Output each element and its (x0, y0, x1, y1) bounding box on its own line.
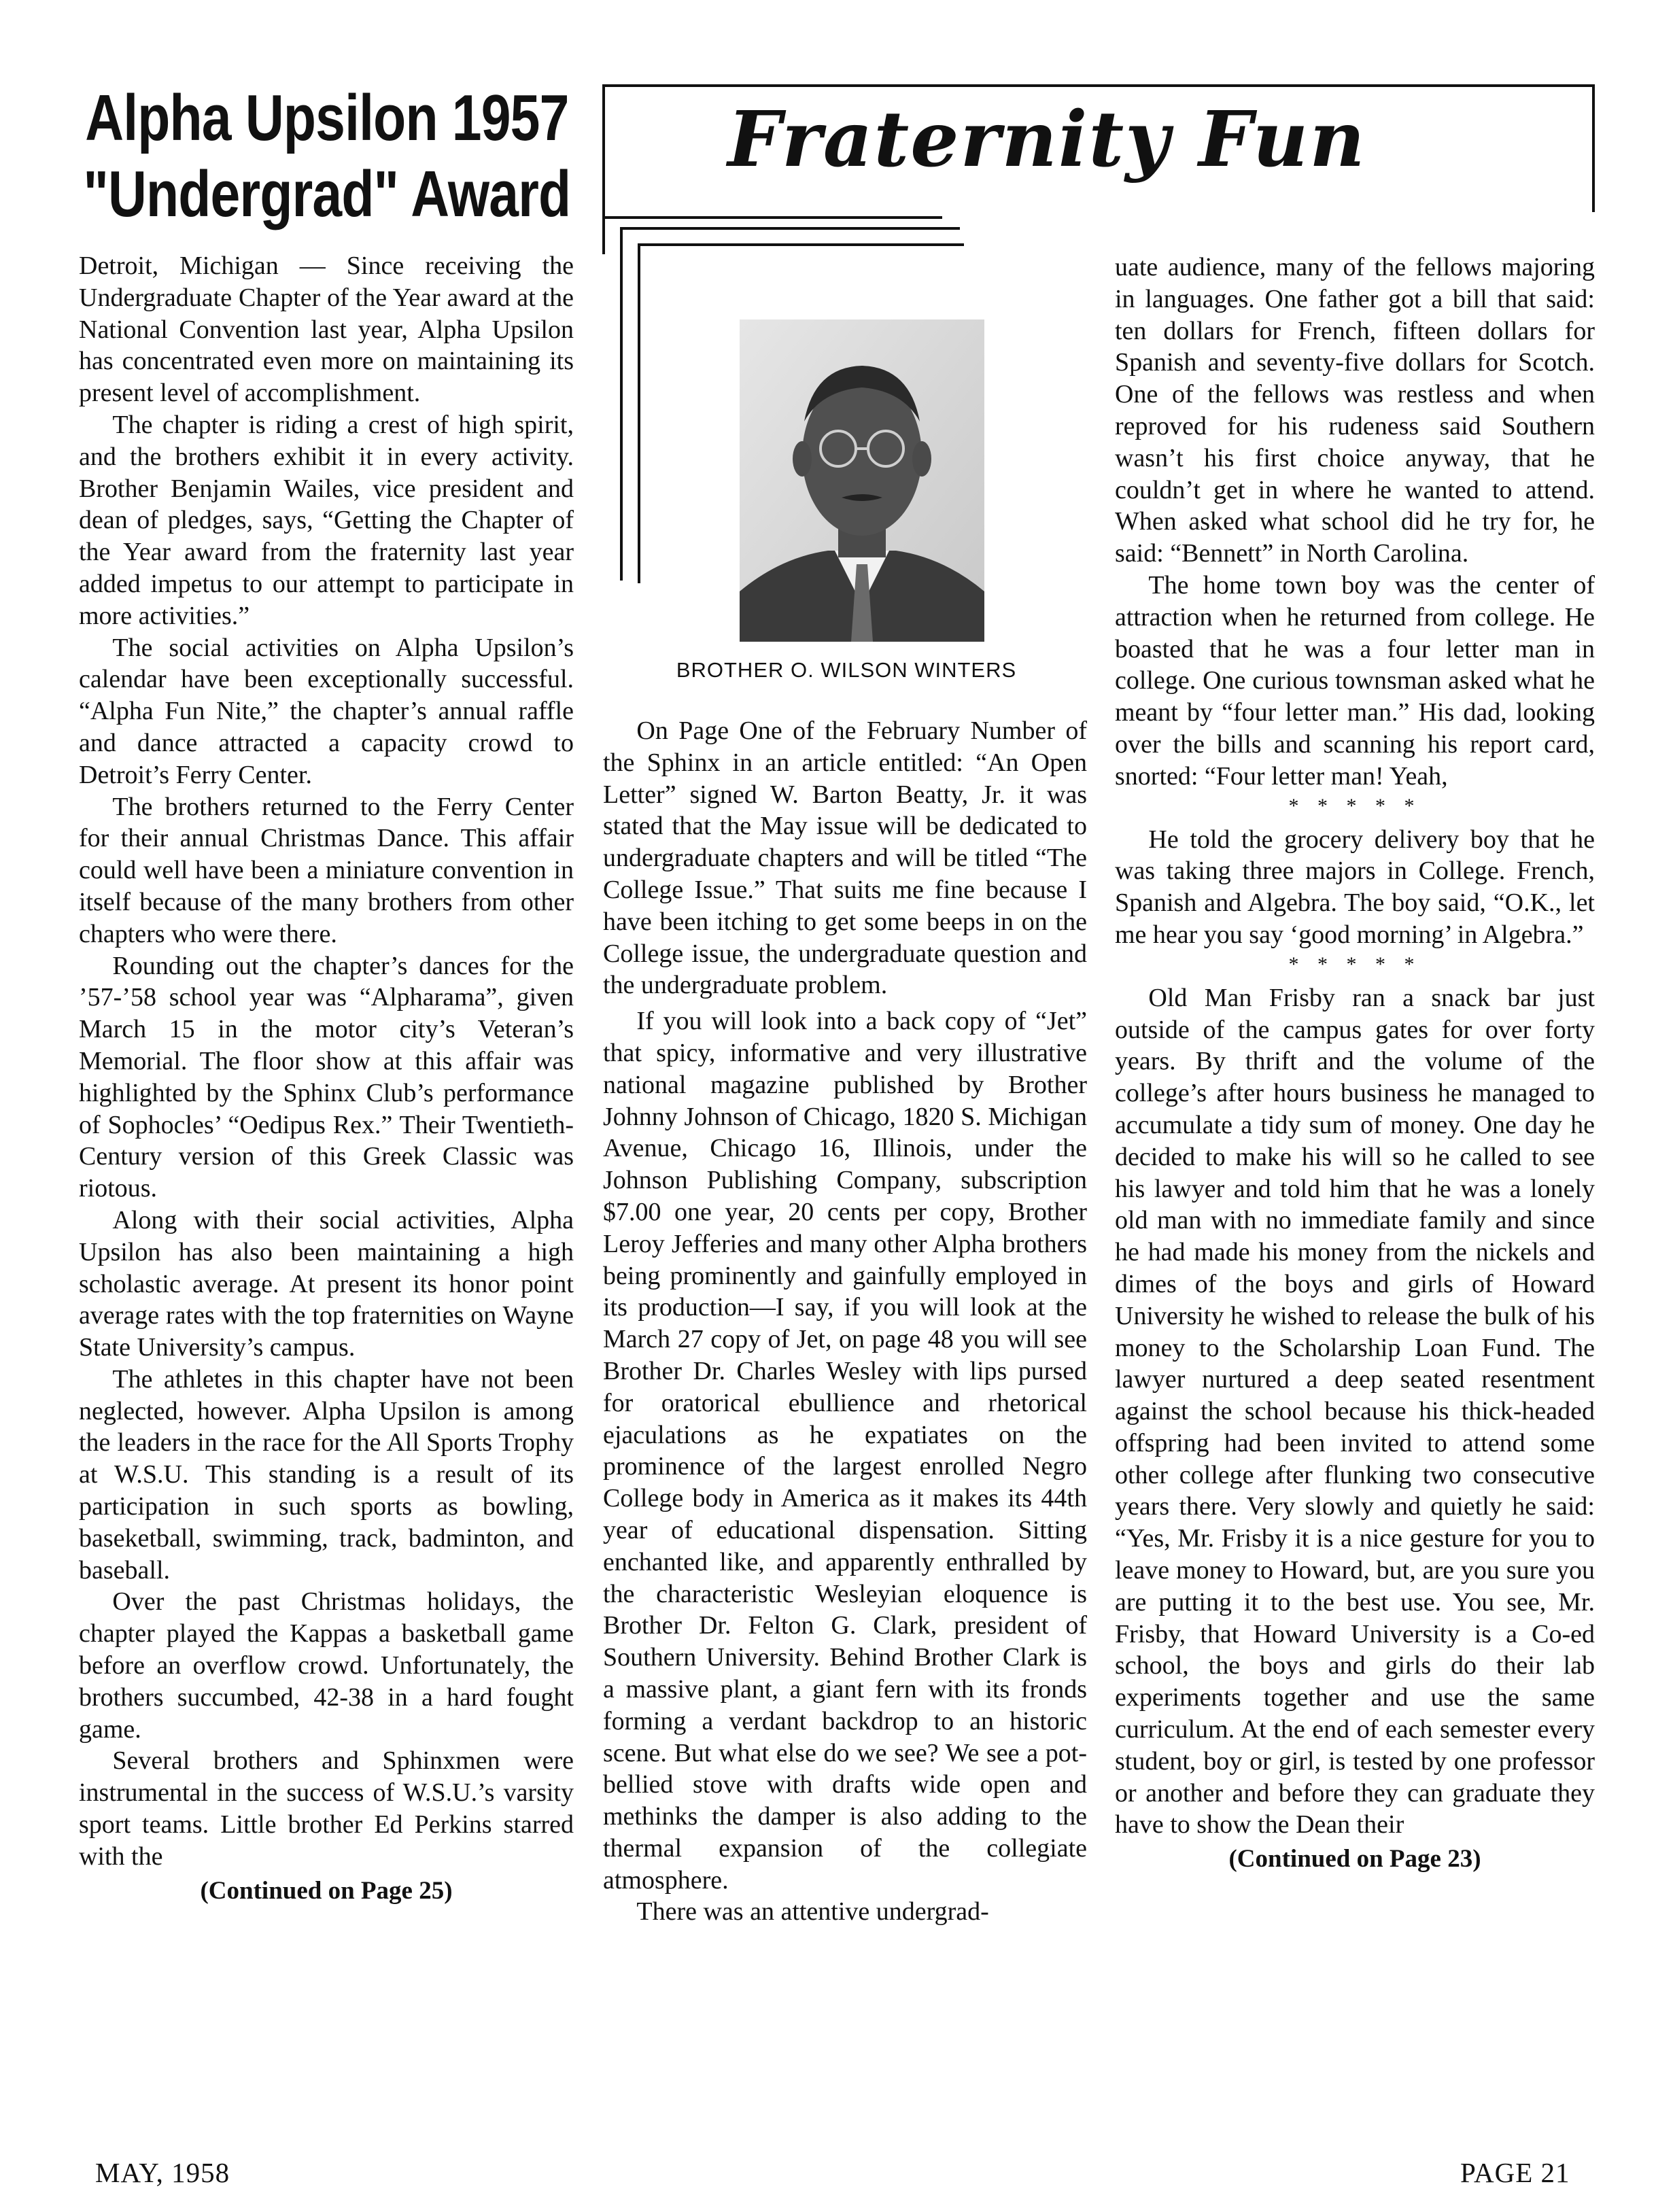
continued-note: (Continued on Page 23) (1228, 1845, 1481, 1873)
article-headline (79, 80, 575, 232)
page-number: PAGE 21 (1460, 2157, 1570, 2188)
right-article-column (1115, 252, 1595, 1876)
headline-line-2: "Undergrad" Award (83, 158, 571, 230)
article-paragraph: Detroit, Michigan — Since receiving the Undergraduate Chapter of the Year award at the National Convention last year, Alpha Upsilon has concentrated even more on maintaining its present level of accomplishment. (79, 252, 574, 408)
section-separator: * * * * * (1288, 952, 1421, 975)
section-separator: * * * * * (1288, 794, 1421, 817)
article-paragraph: Old Man Frisby ran a snack bar just outside of the campus gates for over forty years. By thrift and the volume of the college’s after hours business he managed to accumulate a tidy sum of money. One day he decided to make his will so he called to see his lawyer and told him that he was a lonely old man with no immediate family and since he had made his money from the nickels and dimes of the boys and girls of Howard University he wished to release the bulk of his money to the Scholarship Loan Fund. The lawyer nurtured a deep seated resentment against the school because his thick-headed offspring had been invited to attend some other college after flunking two consecutive years there. Very slowly and quietly he said: “Yes, Mr. Frisby it is a nice gesture for you to leave money to Howard, but, are you sure you are putting it to the best use. You see, Mr. Frisby, that Howard University is a Co-ed school, the boys and girls do their lab experiments together and use the same curriculum. At the end of each semester every student, boy or girl, is tested by one professor or another and before they can graduate they have to show the Dean their (1115, 983, 1595, 1839)
frame-rule-2-top (620, 227, 960, 230)
title-box-bottom-rule (602, 216, 942, 219)
section-title: Fraternity Fun (727, 95, 1366, 184)
article-paragraph: Rounding out the chapter’s dances for the ’57-’58 school year was “Alpharama”, given March 15 in the motor city’s Veteran’s Memorial. The floor show at this affair was highlighted by the Sphinx Club’s performance of Sophocles’ “Oedipus Rex.” Their Twentieth-Century version of this Greek Classic was riotous. (79, 951, 574, 1203)
middle-article-column (603, 715, 1087, 1928)
frame-rule-3-left (638, 243, 640, 583)
article-paragraph: He told the grocery delivery boy that he was taking three majors in College. French, Spanish and Algebra. The boy said, “O.K., let me hear you say ‘good morning’ in Algebra.” (1115, 825, 1595, 949)
article-paragraph: The chapter is riding a crest of high spirit, and the brothers exhibit it in every activity. Brother Benjamin Wailes, vice president and dean of pledges, says, “Getting the Chapter of the Year award from the fraternity last year added impetus to our attempt to participate in more activities.” (79, 410, 574, 630)
title-box-left-rule (602, 84, 605, 254)
title-box-top-rule (602, 84, 1595, 87)
title-box-right-rule (1592, 84, 1595, 212)
headline-line-1: Alpha Upsilon 1957 (85, 82, 569, 154)
article-paragraph: There was an attentive undergrad- (636, 1897, 989, 1926)
article-paragraph: The brothers returned to the Ferry Center for their annual Christmas Dance. This affair could well have been a miniature convention in itself because of the many brothers from other chapters who were there. (79, 792, 574, 948)
article-paragraph: The athletes in this chapter have not been neglected, however. Alpha Upsilon is among the leaders in the race for the All Sports Trophy at W.S.U. This standing is a result of its participation in such sports as bowling, baseketball, swimming, track, badminton, and baseball. (79, 1364, 574, 1585)
article-paragraph: The social activities on Alpha Upsilon’s calendar have been exceptionally successful. “Alpha Fun Nite,” the chapter’s annual raffle and dance attracted a capacity crowd to Detroit’s Ferry Center. (79, 633, 574, 789)
frame-rule-3-top (638, 243, 964, 246)
photo-caption: BROTHER O. WILSON WINTERS (676, 658, 1017, 682)
article-paragraph: Over the past Christmas holidays, the chapter played the Kappas a basketball game before an overflow crowd. Unfortunately, the brothers succumbed, 42-38 in a hard fought game. (79, 1587, 574, 1744)
article-paragraph: The home town boy was the center of attraction when he returned from college. He boasted that he was a four letter man in college. One curious townsman asked what he meant by “four letter man.” His dad, looking over the bills and scanning his report card, snorted: “Four letter man! Yeah, (1115, 570, 1595, 791)
portrait-photo (740, 319, 984, 642)
article-paragraph: uate audience, many of the fellows majoring in languages. One father got a bill that said: ten dollars for French, fifteen dollars for Spanish and seventy-five dollars for Scotch. One of the fellows was restless and when reproved for his rudeness said Southern wasn’t his first choice anyway, that he couldn’t get in where he wanted to attend. When asked what school did he try for, he said: “Bennett” in North Carolina. (1115, 253, 1595, 568)
continued-note: (Continued on Page 25) (200, 1876, 453, 1905)
article-paragraph: Several brothers and Sphinxmen were instrumental in the success of W.S.U.’s varsity sport teams. Little brother Ed Perkins starred with the (79, 1746, 574, 1871)
frame-rule-2-left (620, 227, 623, 581)
issue-date: MAY, 1958 (95, 2157, 230, 2188)
left-article-column (79, 250, 574, 1907)
article-paragraph: Along with their social activities, Alpha Upsilon has also been maintaining a high scholastic average. At present its honor point average rates with the top fraternities on Wayne State University’s campus. (79, 1205, 574, 1362)
article-paragraph: On Page One of the February Number of the Sphinx in an article entitled: “An Open Letter” signed W. Barton Beatty, Jr. it was stated that the May issue will be dedicated to undergraduate chapters and will be titled “The College Issue.” That suits me fine because I have been itching to get some beeps in on the College issue, the undergraduate question and the undergraduate problem. (603, 716, 1087, 1000)
article-paragraph: If you will look into a back copy of “Jet” that spicy, informative and very illustrative national magazine published by Brother Johnny Johnson of Chicago, 1820 S. Michigan Avenue, Chicago 16, Illinois, under the Johnson Publishing Company, subscription $7.00 one year, 20 cents per copy, Brother Leroy Jefferies and many other Alpha brothers being prominently and gainfully employed in its production—I say, if you will look at the March 27 copy of Jet, on page 48 you will see Brother Dr. Charles Wesley with lips pursed for oratorical ebullience and rhetorical ejaculations as he expatiates on the prominence of the largest enrolled Negro College body in America as it makes its 44th year of educational dispensation. Sitting enchanted like, and apparently enthralled by the characteristic Wesleyian eloquence is Brother Dr. Felton G. Clark, president of Southern University. Behind Brother Clark is a massive plant, a giant fern with its fronds forming a verdant backdrop to an historic scene. But what else do we see? We see a pot-bellied stove with drafts wide open and methinks the damper is also adding to the thermal expansion of the collegiate atmosphere. (603, 1007, 1087, 1895)
